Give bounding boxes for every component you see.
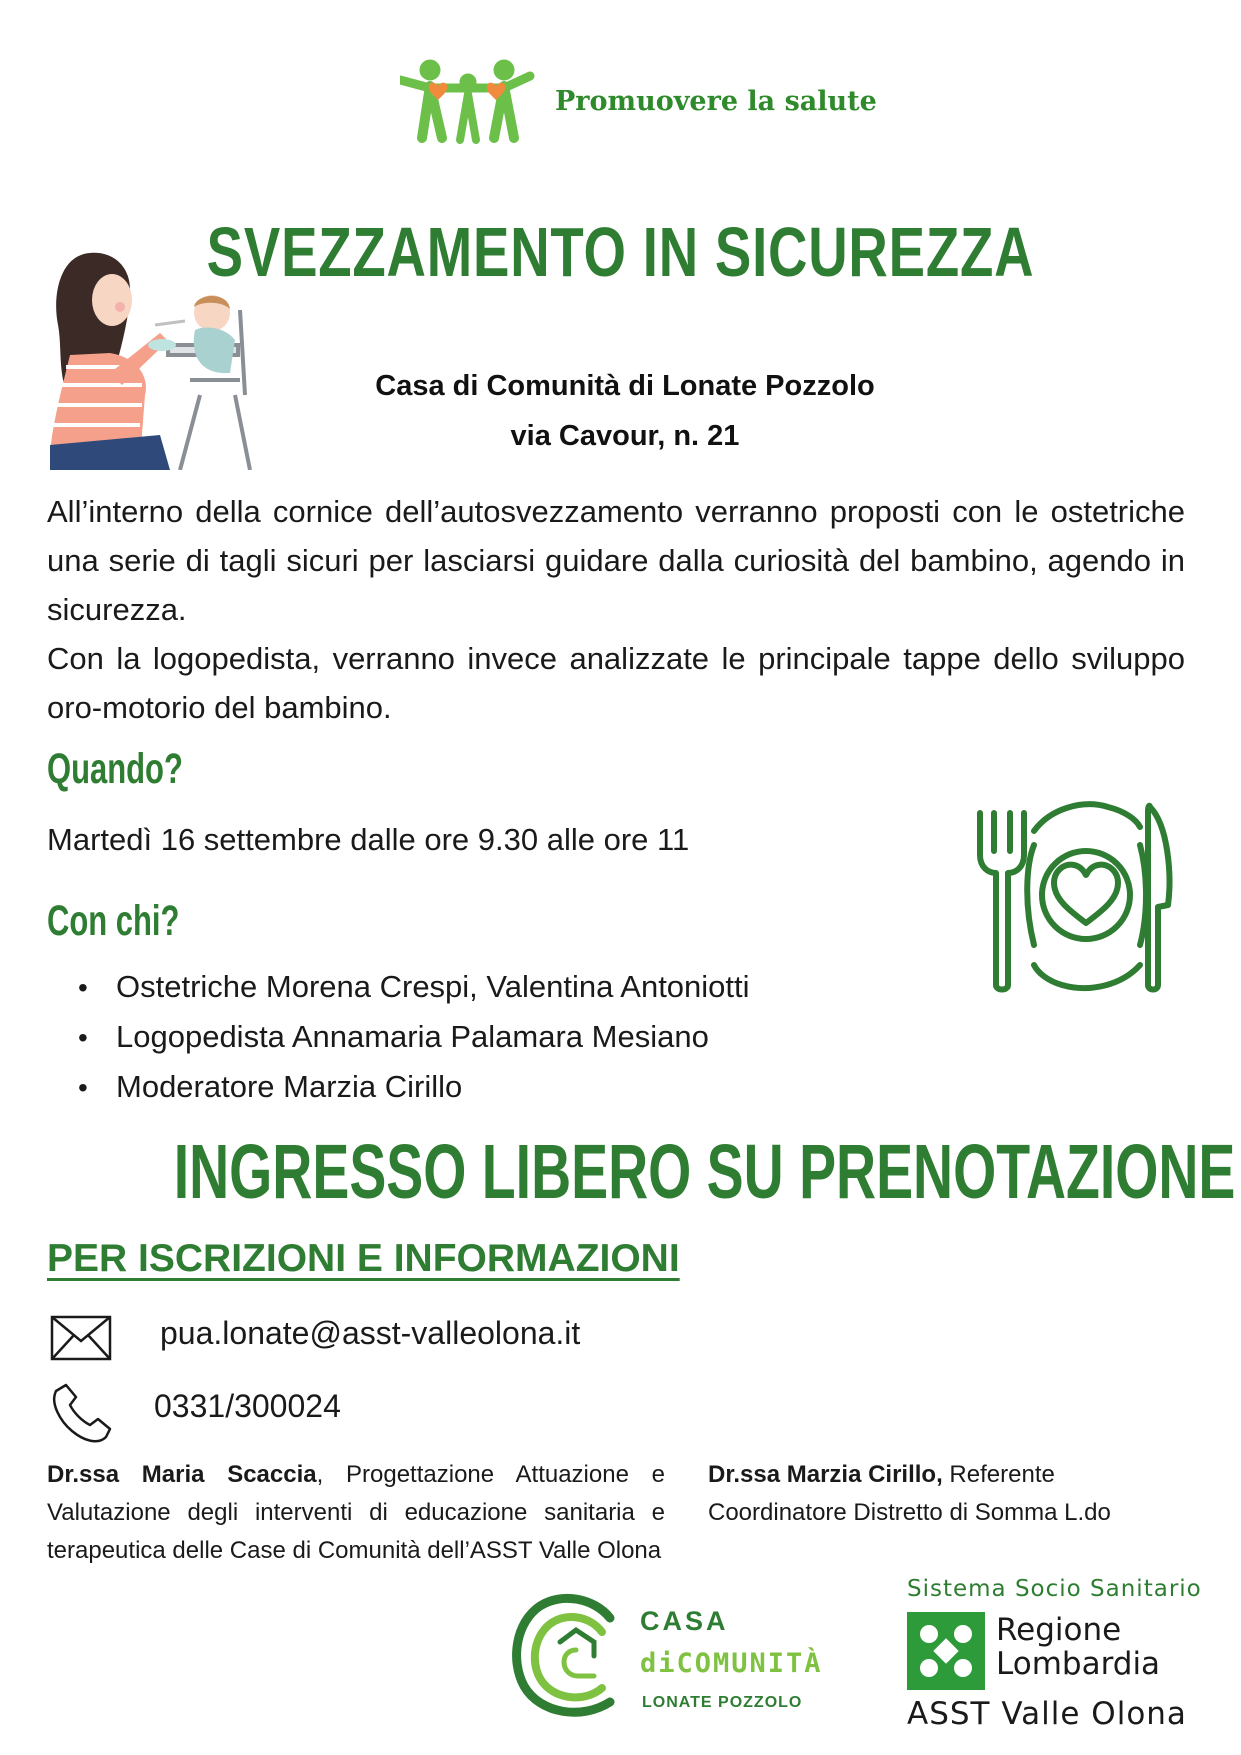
casa-logo-line-2: diCOMUNITÀ [640, 1648, 823, 1679]
regione-lombardia-logo-icon [907, 1612, 985, 1690]
mother-feeding-baby-illustration [50, 245, 285, 470]
contact-left-name: Dr.ssa Maria Scaccia [47, 1461, 317, 1488]
intro-paragraph-1: All’interno della cornice dell’autosvezzamento verranno proposti con le ostetriche una serie di tagli sicuri per lasciarsi guidare dalla curiosità del bambino, agendo in sicurezza. [47, 494, 1185, 627]
intro-text [47, 487, 1185, 732]
page-title: SVEZZAMENTO IN SICUREZZA [206, 213, 1035, 291]
casa-logo-line-3: LONATE POZZOLO [642, 1694, 803, 1711]
mail-icon [50, 1315, 112, 1361]
casa-logo-line-1: CASA [640, 1606, 729, 1636]
logo-text: Promuovere la salute [555, 86, 877, 117]
speakers-list [70, 962, 750, 1112]
when-heading: Quando? [47, 745, 183, 793]
region-name-line-2: Lombardia [996, 1646, 1161, 1682]
contact-right-role: Referente Coordinatore Distretto di Somma L.do [708, 1461, 1111, 1526]
phone-number[interactable]: 0331/300024 [154, 1388, 341, 1424]
system-label: Sistema Socio Sanitario [907, 1576, 1202, 1602]
event-date: Martedì 16 settembre dalle ore 9.30 alle ore 11 [47, 822, 690, 857]
who-heading: Con chi? [47, 897, 180, 945]
info-heading: PER ISCRIZIONI E INFORMAZIONI [47, 1237, 680, 1280]
list-item: • Ostetriche Morena Crespi, Valentina Antoniotti [70, 962, 750, 1012]
contact-left-role: , Progettazione Attuazione e Valutazione degli interventi di educazione sanitaria e terapeutica delle Case di Comunità dell’ASST Valle Olona [47, 1461, 665, 1564]
cta-heading: INGRESSO LIBERO SU PRENOTAZIONE [173, 1129, 1236, 1215]
list-item: • Moderatore Marzia Cirillo [70, 1062, 750, 1112]
asst-name: ASST Valle Olona [907, 1696, 1187, 1732]
intro-paragraph-2: Con la logopedista, verranno invece analizzate le principale tappe dello sviluppo oro-motorio del bambino. [47, 641, 1185, 725]
address-line-1: Casa di Comunità di Lonate Pozzolo [375, 370, 875, 402]
address-line-2: via Cavour, n. 21 [510, 420, 740, 452]
region-name-line-1: Regione [996, 1612, 1122, 1648]
phone-icon [52, 1383, 112, 1443]
casa-di-comunita-logo-icon [510, 1590, 625, 1720]
contact-left [47, 1456, 665, 1570]
contact-right-name: Dr.ssa Marzia Cirillo, [708, 1461, 943, 1488]
contact-right [708, 1456, 1178, 1532]
email-link[interactable]: pua.lonate@asst-valleolona.it [160, 1315, 581, 1351]
plate-heart-icon [972, 795, 1182, 995]
list-item: • Logopedista Annamaria Palamara Mesiano [70, 1012, 750, 1062]
